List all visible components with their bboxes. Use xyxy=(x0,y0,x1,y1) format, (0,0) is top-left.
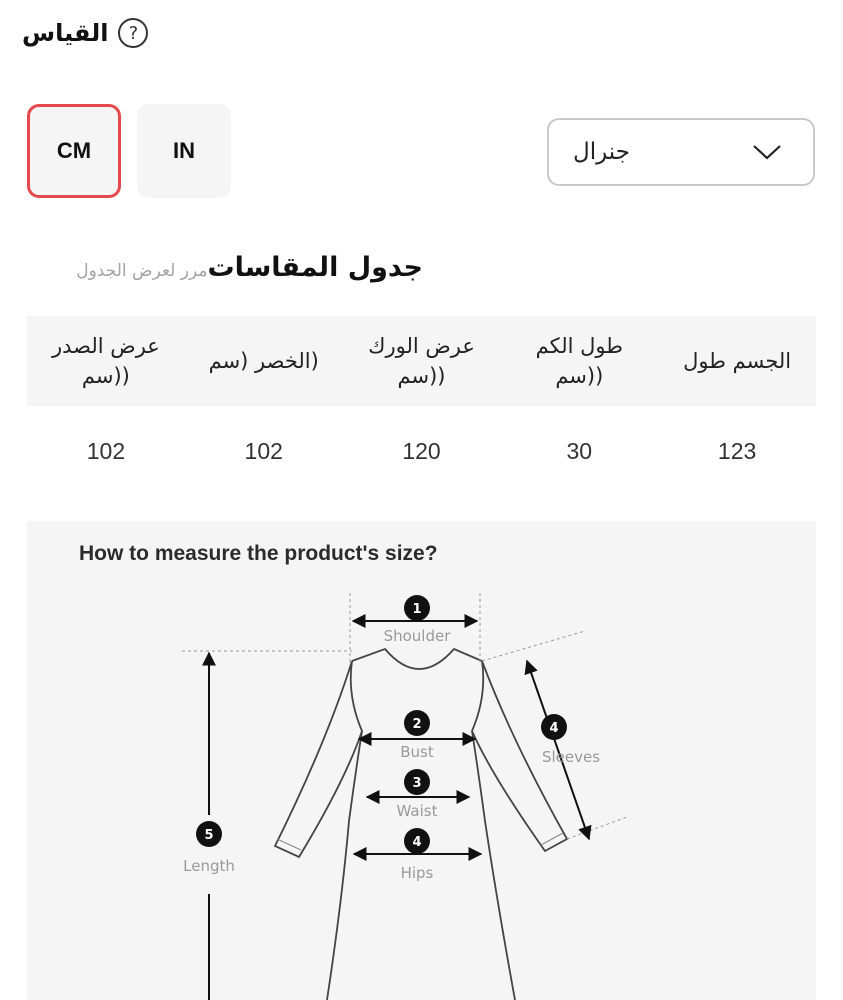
table-cell: 102 xyxy=(244,437,283,464)
size-table[interactable] xyxy=(27,316,816,496)
column-header: عرض الصدر ((سم xyxy=(52,333,160,388)
table-header-row xyxy=(27,316,816,406)
hips-label: Hips xyxy=(400,864,434,882)
column-header: طول الكم ((سم xyxy=(535,333,623,388)
guide-title: How to measure the product's size? xyxy=(79,542,438,565)
chevron-down-icon xyxy=(751,142,783,162)
measurement-guide xyxy=(27,521,816,1000)
table-row xyxy=(27,406,816,496)
sleeves-number: 4 xyxy=(549,721,559,736)
dress-outline-icon xyxy=(275,649,567,1000)
waist-number: 3 xyxy=(412,776,422,791)
size-chart-title: جدول المقاسات xyxy=(207,252,423,283)
length-number: 5 xyxy=(204,828,214,843)
table-cell: 123 xyxy=(717,437,757,464)
shoulder-number: 1 xyxy=(412,602,422,617)
unit-cm-button[interactable]: CM xyxy=(27,104,121,198)
dress-diagram xyxy=(27,521,816,1000)
sleeves-label: Sleeves xyxy=(541,748,601,766)
section-header xyxy=(22,18,148,48)
table-cell: 30 xyxy=(566,437,593,464)
size-chart-heading xyxy=(46,252,423,283)
bust-label: Bust xyxy=(400,743,434,761)
table-cell: 102 xyxy=(86,437,126,464)
waist-label: Waist xyxy=(396,802,438,820)
unit-in-button[interactable]: IN xyxy=(137,104,231,198)
column-header: عرض الورك ((سم xyxy=(368,333,475,388)
size-select-value: جنرال xyxy=(573,139,630,165)
bust-number: 2 xyxy=(412,717,422,732)
column-header: (الخصر (سم xyxy=(208,348,319,373)
size-select[interactable] xyxy=(547,118,815,186)
column-header: الجسم طول xyxy=(683,348,792,373)
shoulder-label: Shoulder xyxy=(383,627,451,645)
table-cell: 120 xyxy=(402,437,441,464)
scroll-hint: مرر لعرض الجدول xyxy=(76,261,208,281)
hips-number: 4 xyxy=(412,835,422,850)
measurement-title: القياس xyxy=(22,19,109,47)
length-label: Length xyxy=(183,857,235,875)
question-circle-icon[interactable]: ? xyxy=(118,18,148,48)
